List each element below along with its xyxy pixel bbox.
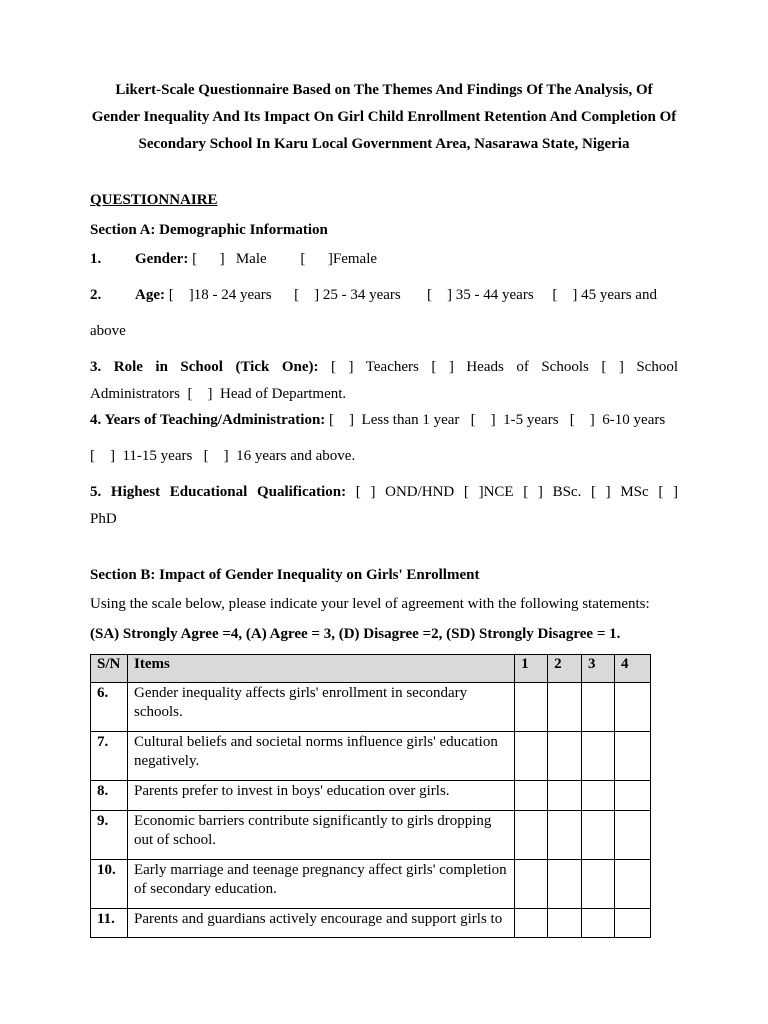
row-item: Parents prefer to invest in boys' education over girls.: [127, 781, 514, 811]
q5-qualification: [90, 483, 678, 501]
rating-cell-4[interactable]: [614, 811, 650, 860]
rating-cell-1[interactable]: [515, 909, 548, 938]
q2-number: 2.: [90, 287, 102, 303]
table-row: [91, 683, 651, 732]
q1-options: [ ] Male [ ]Female: [192, 251, 378, 267]
q3-continuation: Administrators [ ] Head of Department.: [90, 386, 347, 402]
section-a-heading: Section A: Demographic Information: [90, 222, 328, 238]
title-line-3: Secondary School In Karu Local Government Area, Nasarawa State, Nigeria: [138, 136, 630, 152]
scale-instruction: Using the scale below, please indicate your level of agreement with the following statements:: [90, 596, 650, 612]
rating-cell-2[interactable]: [548, 781, 582, 811]
rating-cell-4[interactable]: [614, 683, 650, 732]
header-scale-1: 1: [515, 655, 548, 683]
q5-options: [ ] OND/HND [ ]NCE [ ] BSc. [ ] MSc [ ]: [355, 484, 678, 500]
row-item: Early marriage and teenage pregnancy affect girls' completion of secondary education.: [127, 860, 514, 909]
row-item: Economic barriers contribute significantly to girls dropping out of school.: [127, 811, 514, 860]
rating-cell-4[interactable]: [614, 860, 650, 909]
rating-cell-1[interactable]: [515, 781, 548, 811]
rating-cell-3[interactable]: [582, 860, 615, 909]
table-row: [91, 781, 651, 811]
rating-cell-1[interactable]: [515, 811, 548, 860]
row-item: Gender inequality affects girls' enrollment in secondary schools.: [127, 683, 514, 732]
rating-cell-3[interactable]: [582, 732, 615, 781]
rating-cell-1[interactable]: [515, 732, 548, 781]
q1-label: Gender:: [135, 251, 189, 267]
document-title: [90, 77, 678, 158]
header-sn: S/N: [91, 655, 128, 683]
header-scale-3: 3: [582, 655, 615, 683]
q3-label: 3. Role in School (Tick One):: [90, 359, 319, 375]
section-b-heading: Section B: Impact of Gender Inequality on Girls' Enrollment: [90, 567, 480, 583]
rating-cell-2[interactable]: [548, 860, 582, 909]
row-sn: 8.: [91, 781, 128, 811]
title-line-1: Likert-Scale Questionnaire Based on The Themes And Findings Of The Analysis, Of: [115, 82, 653, 98]
row-sn: 9.: [91, 811, 128, 860]
q3-options: [ ] Teachers [ ] Heads of Schools [ ] School: [331, 359, 679, 375]
q5-continuation: PhD: [90, 511, 117, 527]
row-item: Cultural beliefs and societal norms influence girls' education negatively.: [127, 732, 514, 781]
rating-cell-3[interactable]: [582, 781, 615, 811]
table-row: [91, 860, 651, 909]
row-sn: 10.: [91, 860, 128, 909]
table-row: [91, 732, 651, 781]
q2-label: Age:: [135, 287, 165, 303]
scale-legend: (SA) Strongly Agree =4, (A) Agree = 3, (D) Disagree =2, (SD) Strongly Disagree = 1.: [90, 626, 621, 642]
rating-cell-3[interactable]: [582, 811, 615, 860]
q2-age: [135, 286, 657, 304]
table-row: [91, 811, 651, 860]
header-scale-4: 4: [614, 655, 650, 683]
q2-options: [ ]18 - 24 years [ ] 25 - 34 years [ ] 35 - 44 years [ ] 45 years and: [168, 287, 657, 303]
likert-table: [90, 654, 651, 938]
rating-cell-1[interactable]: [515, 860, 548, 909]
q1-gender: [135, 250, 377, 268]
row-sn: 11.: [91, 909, 128, 938]
rating-cell-4[interactable]: [614, 781, 650, 811]
rating-cell-4[interactable]: [614, 732, 650, 781]
row-sn: 6.: [91, 683, 128, 732]
table-header-row: [91, 655, 651, 683]
q4-years: [90, 411, 665, 429]
rating-cell-3[interactable]: [582, 683, 615, 732]
header-scale-2: 2: [548, 655, 582, 683]
q2-continuation: above: [90, 323, 126, 339]
questionnaire-heading: QUESTIONNAIRE: [90, 192, 218, 208]
q4-options: [ ] Less than 1 year [ ] 1-5 years [ ] 6-10 years: [329, 412, 666, 428]
header-items: Items: [127, 655, 514, 683]
title-line-2: Gender Inequality And Its Impact On Girl Child Enrollment Retention And Completion Of: [91, 109, 677, 125]
q5-label: 5. Highest Educational Qualification:: [90, 484, 347, 500]
rating-cell-2[interactable]: [548, 732, 582, 781]
rating-cell-2[interactable]: [548, 683, 582, 732]
q4-continuation: [ ] 11-15 years [ ] 16 years and above.: [90, 448, 356, 464]
rating-cell-2[interactable]: [548, 811, 582, 860]
q1-number: 1.: [90, 251, 102, 267]
rating-cell-4[interactable]: [614, 909, 650, 938]
rating-cell-1[interactable]: [515, 683, 548, 732]
rating-cell-3[interactable]: [582, 909, 615, 938]
q3-role: [90, 358, 678, 376]
row-sn: 7.: [91, 732, 128, 781]
table-row: [91, 909, 651, 938]
q4-label: 4. Years of Teaching/Administration:: [90, 412, 326, 428]
rating-cell-2[interactable]: [548, 909, 582, 938]
row-item: Parents and guardians actively encourage and support girls to: [127, 909, 514, 938]
